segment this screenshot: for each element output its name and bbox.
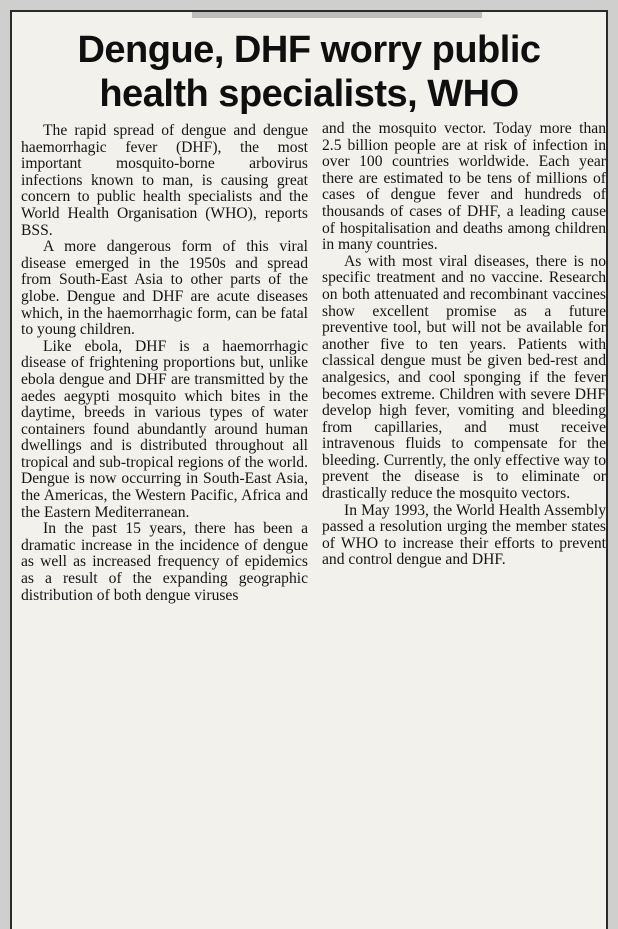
newspaper-clipping — [10, 10, 608, 929]
paragraph: As with most viral diseases, there is no specific treatment and no vaccine. Research on both attenuated and recombinant vaccines show excellent promise as a future preventive tool, but will not be available for another five to ten years. Patients with classical dengue must be given bed-rest and analgesics, and cool sponging if the fever becomes extreme. Children with severe DHF develop high fever, vomiting and bleeding from capillaries, and must receive intravenous fluids to compensate for the bleeding. Currently, the only effective way to prevent the disease is to eliminate or drastically reduce the mosquito vectors. — [322, 252, 606, 503]
right-column — [322, 121, 606, 569]
headline-line-1: Dengue, DHF worry public — [77, 29, 541, 71]
headline-line-2: health specialists, WHO — [99, 73, 519, 115]
paragraph: In the past 15 years, there has been a dramatic increase in the incidence of dengue as well as increased frequency of epidemics as a result of the expanding geographic distribution of both dengue viruses — [21, 520, 308, 604]
paragraph: In May 1993, the World Health Assembly passed a resolution urging the member states of WHO to increase their efforts to prevent and control dengue and DHF. — [322, 501, 606, 569]
left-column — [21, 123, 308, 604]
paragraph: The rapid spread of dengue and dengue haemorrhagic fever (DHF), the most important mosquito-borne arbovirus infections known to man, is causing great concern to public health specialists and the World Health Organisation (WHO), reports BSS. — [21, 122, 308, 239]
paragraph-continued: and the mosquito vector. Today more than 2.5 billion people are at risk of infection in over 100 countries worldwide. Each year there are estimated to be tens of millions of cases of dengue fever and hundreds of thousands of cases of DHF, a leading cause of hospitalisation and deaths among children in many countries. — [322, 120, 606, 254]
headline — [12, 28, 606, 116]
paragraph: Like ebola, DHF is a haemorrhagic disease of frightening proportions but, unlike ebola dengue and DHF are transmitted by the aedes aegypti mosquito which bites in the daytime, breeds in various types of water containers found abundantly around human dwellings and is distributed throughout all tropical and sub-tropical regions of the world. Dengue is now occurring in South-East Asia, the Americas, the Western Pacific, Africa and the Eastern Mediterranean. — [21, 337, 308, 521]
paragraph: A more dangerous form of this viral disease emerged in the 1950s and spread from South-East Asia to other parts of the globe. Dengue and DHF are acute diseases which, in the haemorrhagic form, can be fatal to young children. — [21, 238, 308, 339]
top-rule — [192, 12, 482, 18]
